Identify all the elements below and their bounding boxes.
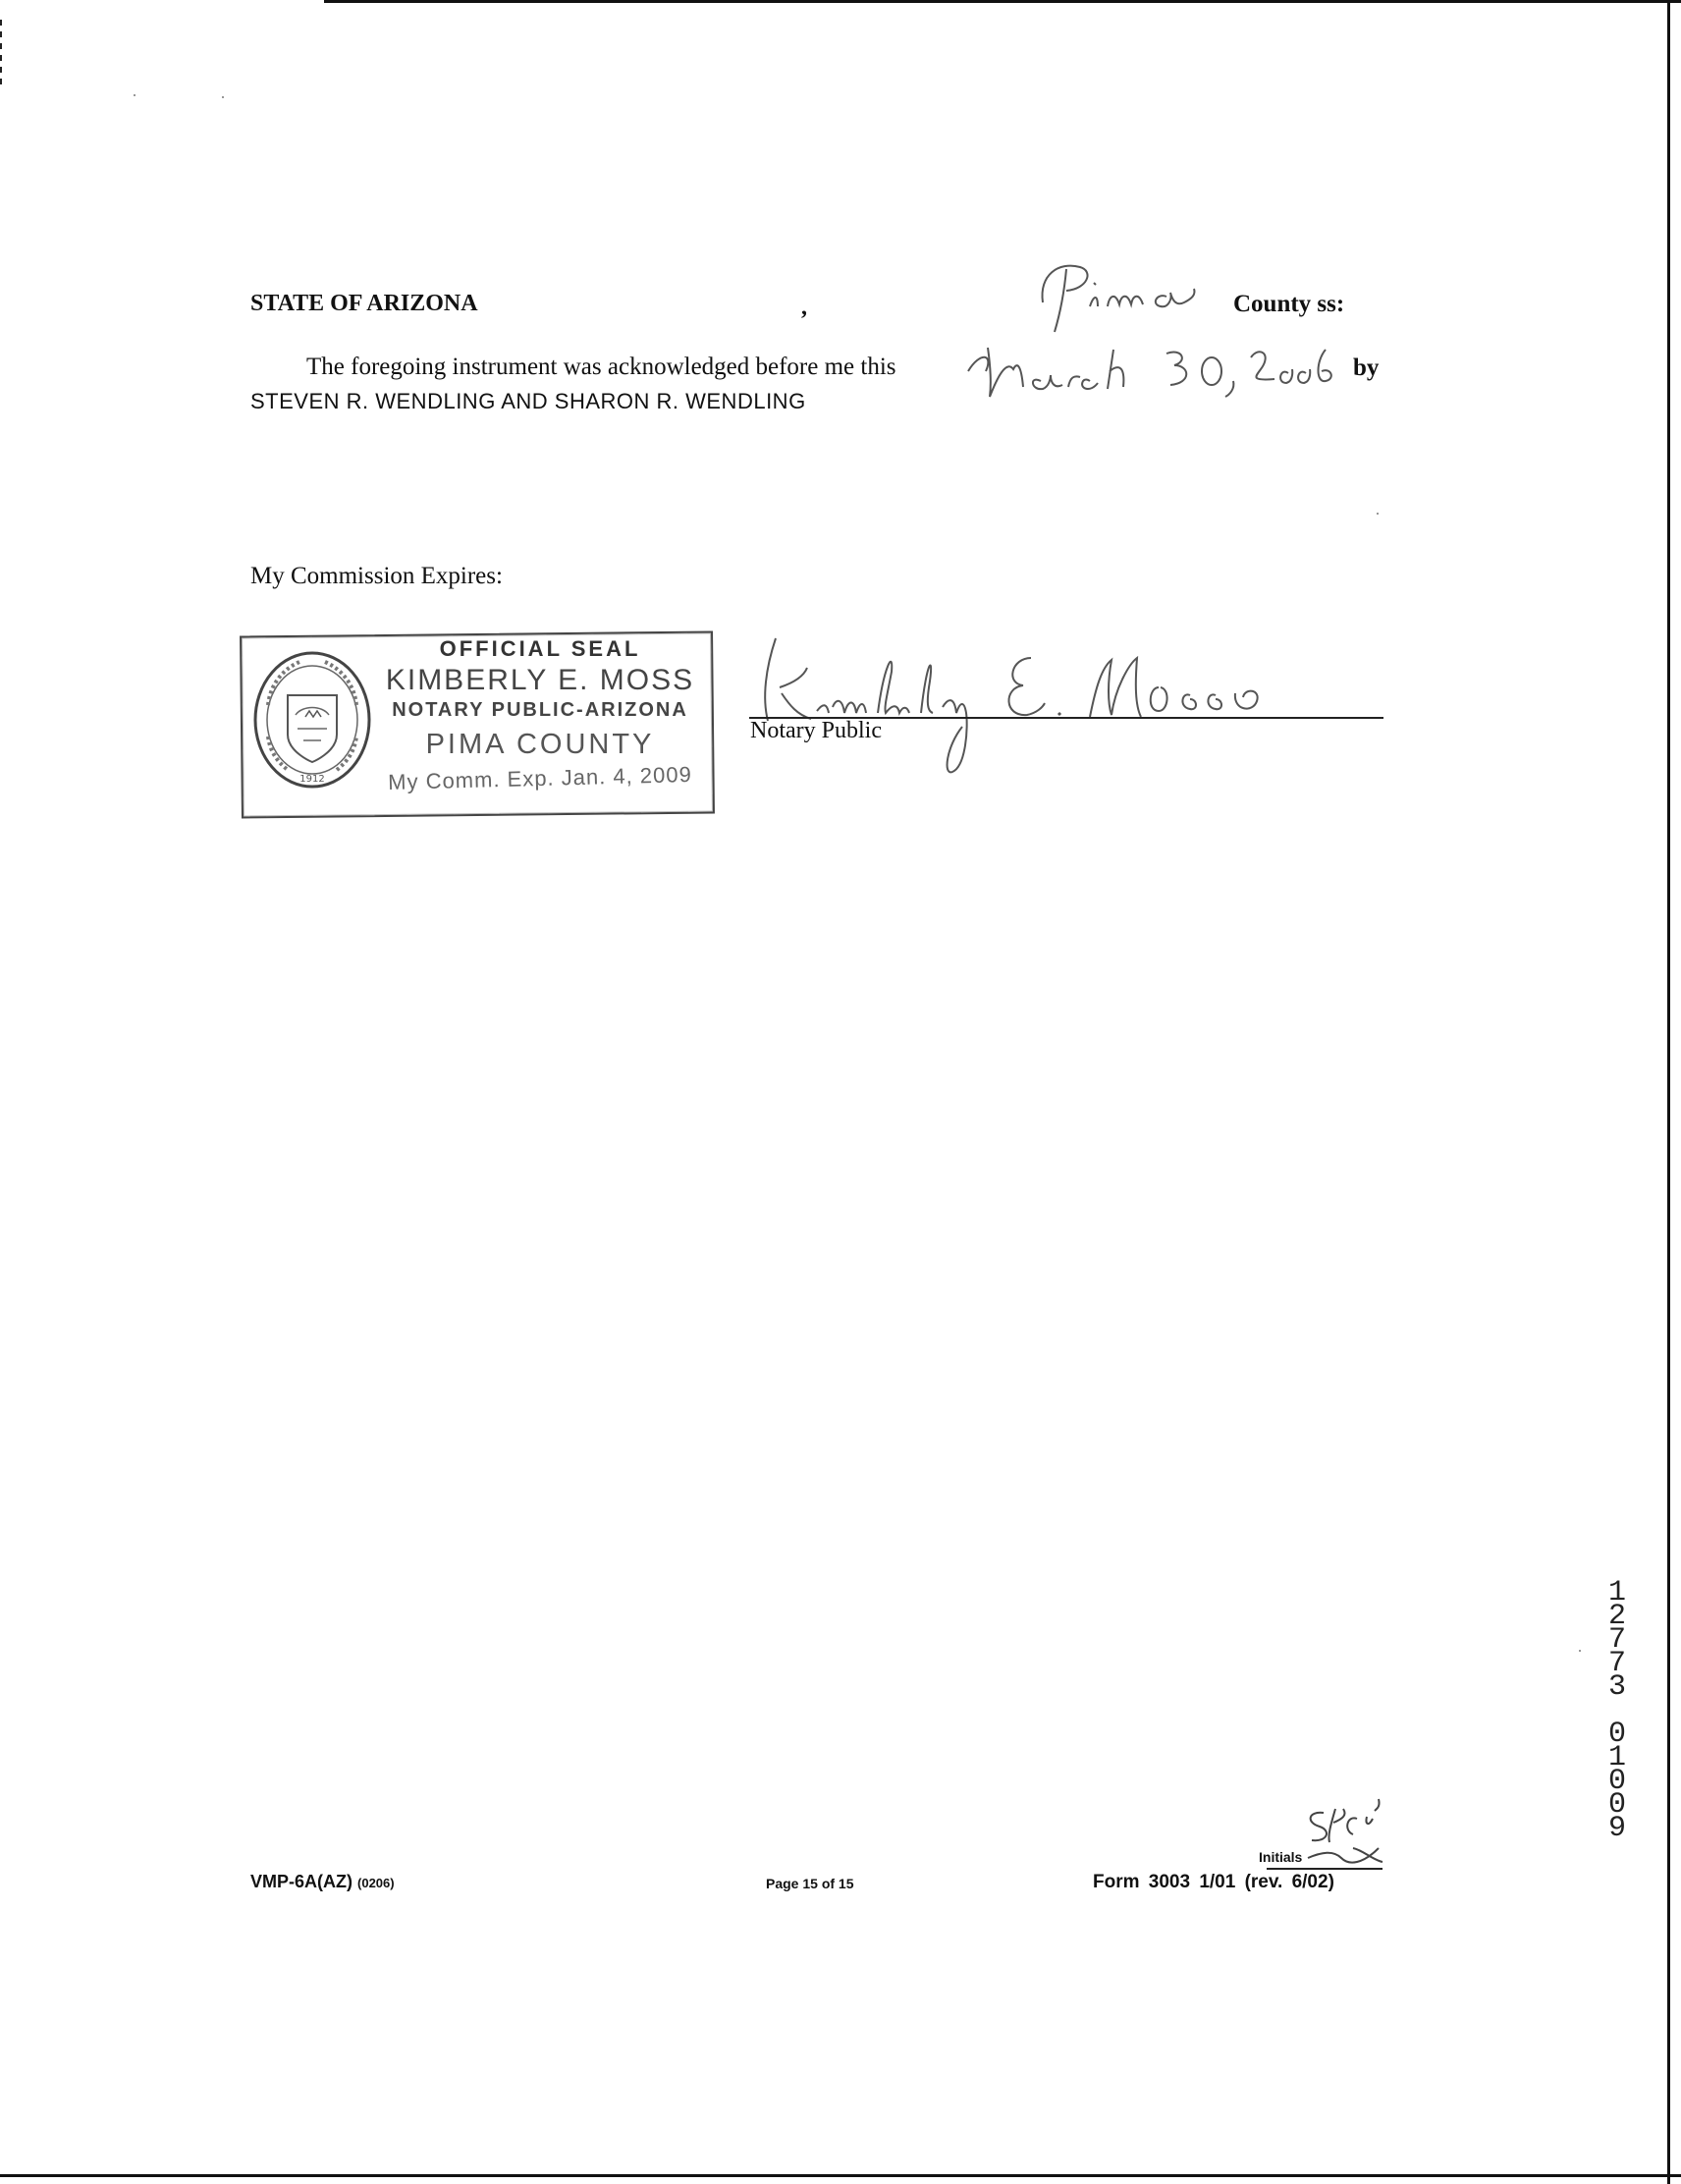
form-number: Form 3003 1/01 (rev. 6/02) [1093, 1872, 1334, 1892]
seal-title: OFFICIAL SEAL [439, 636, 641, 661]
county-handwriting [1029, 255, 1235, 339]
scan-speck [1377, 513, 1379, 515]
acknowledgment-text: The foregoing instrument was acknowledged before me this [306, 354, 896, 380]
document-number-digit: 3 [1607, 1670, 1626, 1704]
by-word: by [1353, 355, 1380, 381]
vertical-document-number [1598, 1576, 1637, 1845]
scan-speck [134, 94, 136, 96]
arizona-state-seal-emblem [248, 646, 376, 798]
county-suffix: County ss: [1233, 291, 1345, 317]
scan-speck [1579, 1650, 1581, 1652]
scan-border-bottom [0, 2174, 1681, 2177]
scan-speck [222, 96, 224, 98]
form-code-text: VMP-6A(AZ) [250, 1872, 352, 1891]
svg-text:1912: 1912 [299, 774, 325, 785]
notary-signature [746, 628, 1394, 781]
scan-border-right [1667, 0, 1670, 2184]
document-number-digit: 0 [1607, 1718, 1626, 1751]
document-number-digit: 0 [1607, 1765, 1626, 1798]
comma-separator: , [801, 295, 807, 320]
initials-line [1267, 1868, 1383, 1870]
seal-commission-expiration: My Comm. Exp. Jan. 4, 2009 [387, 761, 693, 795]
initials-label: Initials [1259, 1849, 1303, 1865]
seal-notary-state: NOTARY PUBLIC-ARIZONA [392, 699, 688, 721]
form-code-suffix: (0206) [357, 1876, 395, 1890]
document-number-digit: 1 [1607, 1576, 1626, 1610]
scan-edge-marks [0, 20, 2, 88]
document-number-digit: 0 [1607, 1788, 1626, 1822]
state-label: STATE OF ARIZONA [250, 291, 478, 316]
scan-border-top [324, 0, 1681, 3]
document-number-digit: 9 [1607, 1812, 1626, 1845]
seal-notary-name: KIMBERLY E. MOSS [385, 664, 695, 696]
date-handwriting [960, 332, 1353, 406]
notary-public-label: Notary Public [750, 718, 882, 743]
document-number-digit: 1 [1607, 1741, 1626, 1774]
grantor-names: STEVEN R. WENDLING AND SHARON R. WENDLING [250, 389, 806, 413]
document-number-digit: 7 [1607, 1623, 1626, 1657]
form-code [250, 1872, 395, 1892]
commission-expires-label: My Commission Expires: [250, 563, 503, 589]
document-number-digit: 7 [1607, 1647, 1626, 1680]
page-number: Page 15 of 15 [766, 1876, 854, 1891]
seal-county: PIMA COUNTY [425, 729, 655, 760]
document-number-digit: 2 [1607, 1600, 1626, 1633]
